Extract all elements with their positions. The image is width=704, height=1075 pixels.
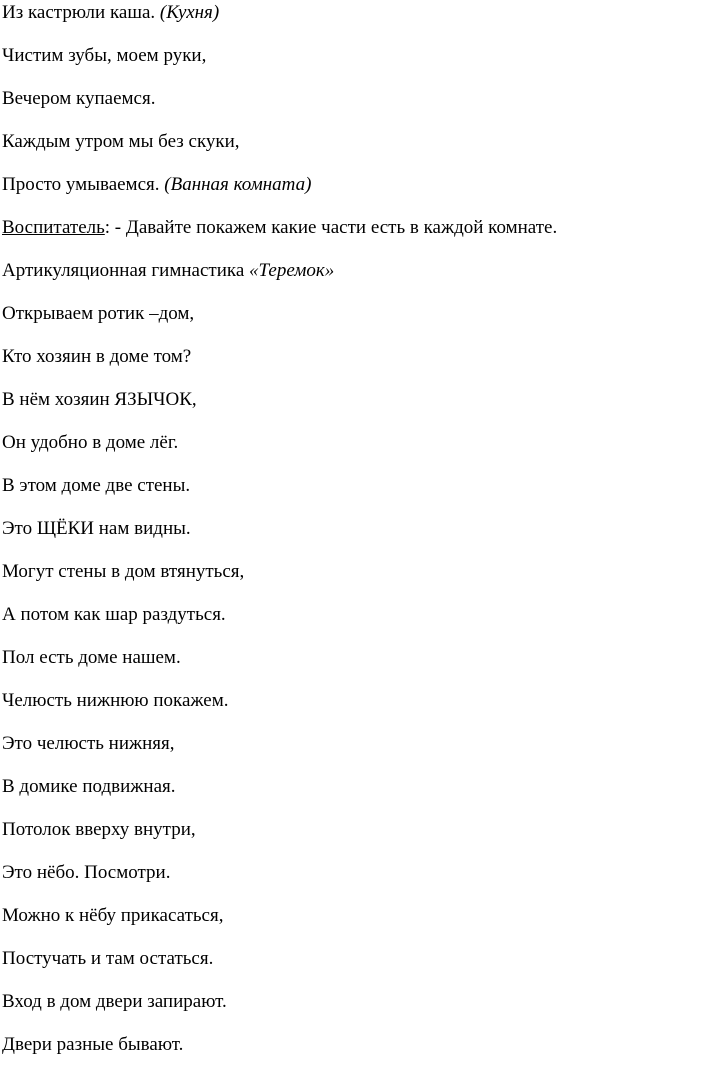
text-line <box>2 44 206 68</box>
line-text: Из кастрюли каша. <box>2 2 156 23</box>
text-line <box>2 216 557 240</box>
line-text: Вход в дом двери запирают. <box>2 991 227 1012</box>
text-line <box>2 775 176 799</box>
line-text: Пол есть доме нашем. <box>2 647 181 668</box>
line-text: А потом как шар раздуться. <box>2 604 226 625</box>
text-line <box>2 302 194 326</box>
line-text: Вечером купаемся. <box>2 88 156 109</box>
line-text: Каждым утром мы без скуки, <box>2 131 240 152</box>
line-text: Двери разные бывают. <box>2 1034 184 1055</box>
text-line <box>2 431 178 455</box>
line-text: Открываем ротик –дом, <box>2 303 195 324</box>
text-line <box>2 732 175 756</box>
line-text: Челюсть нижнюю покажем. <box>2 690 229 711</box>
text-line <box>2 990 227 1014</box>
room-note: (Ванная комната) <box>164 174 312 195</box>
line-text: Потолок вверху внутри, <box>2 819 196 840</box>
text-line <box>2 904 223 928</box>
text-line <box>2 603 226 627</box>
line-text: Просто умываемся. <box>2 174 160 195</box>
room-note: (Кухня) <box>159 2 220 23</box>
text-line <box>2 388 197 412</box>
text-line <box>2 517 191 541</box>
text-line <box>2 1033 183 1057</box>
text-line <box>2 345 191 369</box>
line-text: Это ЩЁКИ нам видны. <box>2 518 191 539</box>
text-line <box>2 173 311 197</box>
line-text: В нём хозяин ЯЗЫЧОК, <box>2 389 197 410</box>
line-text: Чистим зубы, моем руки, <box>2 45 207 66</box>
line-text: Постучать и там остаться. <box>2 948 214 969</box>
line-text: В этом доме две стены. <box>2 475 191 496</box>
text-line <box>2 130 240 154</box>
line-text: : - Давайте покажем какие части есть в каждой комнате. <box>104 217 558 238</box>
line-text: Можно к нёбу прикасаться, <box>2 905 224 926</box>
text-line <box>2 1 219 25</box>
text-line <box>2 818 196 842</box>
line-text: Это нёбо. Посмотри. <box>2 862 171 883</box>
text-line <box>2 689 229 713</box>
text-line <box>2 646 181 670</box>
text-line <box>2 259 334 283</box>
text-line <box>2 474 190 498</box>
line-text: Артикуляционная гимнастика <box>2 260 245 281</box>
text-line <box>2 861 170 885</box>
text-line <box>2 87 155 111</box>
exercise-title: «Теремок» <box>249 260 335 281</box>
line-text: Кто хозяин в доме том? <box>2 346 192 367</box>
line-text: Это челюсть нижняя, <box>2 733 175 754</box>
text-line <box>2 947 213 971</box>
line-text: В домике подвижная. <box>2 776 176 797</box>
line-text: Он удобно в доме лёг. <box>2 432 179 453</box>
line-text: Могут стены в дом втянуться, <box>2 561 245 582</box>
text-line <box>2 560 244 584</box>
speaker-label: Воспитатель <box>2 217 105 238</box>
